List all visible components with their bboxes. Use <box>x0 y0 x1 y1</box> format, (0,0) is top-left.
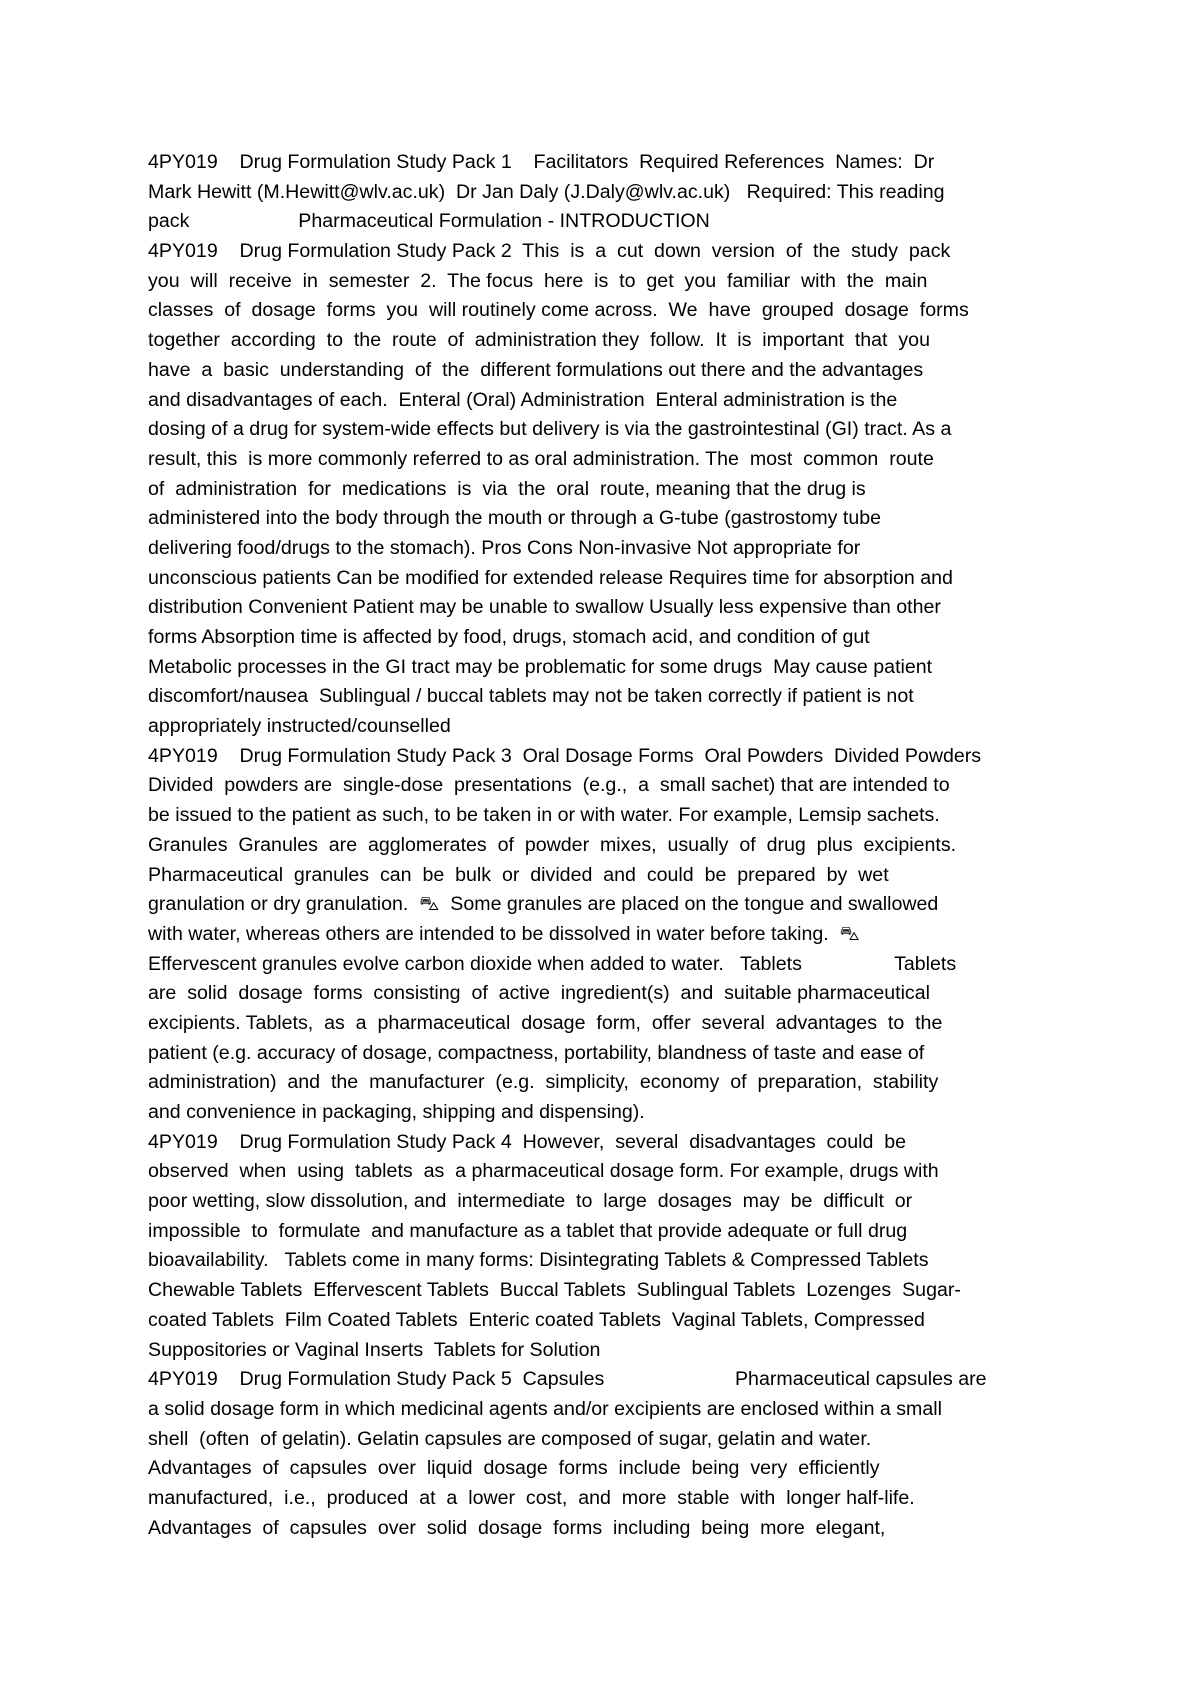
text-line: patient (e.g. accuracy of dosage, compactness, portability, blandness of taste and ease of <box>148 1041 925 1064</box>
text-line: and disadvantages of each. Enteral (Oral) Administration Enteral administration is the <box>148 388 898 411</box>
text-line: Divided powders are single-dose presentations (e.g., a small sachet) that are intended to <box>148 774 950 797</box>
text-line: administered into the body through the mouth or through a G-tube (gastrostomy tube <box>148 507 882 530</box>
text-line: observed when using tablets as a pharmaceutical dosage form. For example, drugs with <box>148 1160 939 1183</box>
text-line: a solid dosage form in which medicinal agents and/or excipients are enclosed within a small <box>148 1397 942 1420</box>
text-line: are solid dosage forms consisting of active ingredient(s) and suitable pharmaceutical <box>148 982 930 1005</box>
text-line: Suppositories or Vaginal Inserts Tablets for Solution <box>148 1338 601 1361</box>
text-line: coated Tablets Film Coated Tablets Enteric coated Tablets Vaginal Tablets, Compressed <box>148 1308 925 1331</box>
text-line: granulation or dry granulation. ⛍ Some granules are placed on the tongue and swallowed <box>148 893 939 916</box>
text-line: unconscious patients Can be modified for extended release Requires time for absorption and <box>148 566 953 589</box>
text-line: poor wetting, slow dissolution, and intermediate to large dosages may be difficult or <box>148 1190 913 1213</box>
text-line: Advantages of capsules over solid dosage forms including being more elegant, <box>148 1516 886 1539</box>
text-line: be issued to the patient as such, to be taken in or with water. For example, Lemsip sachets. <box>148 804 940 827</box>
text-line: and convenience in packaging, shipping and dispensing). <box>148 1101 645 1123</box>
text-line: you will receive in semester 2. The focus here is to get you familiar with the main <box>148 269 928 292</box>
text-line: dosing of a drug for system-wide effects but delivery is via the gastrointestinal (GI) tract. As a <box>148 418 952 441</box>
text-line: result, this is more commonly referred to as oral administration. The most common route <box>148 447 934 470</box>
document-text <box>148 148 1068 1543</box>
text-line: appropriately instructed/counselled <box>148 715 451 738</box>
text-line: pack Pharmaceutical Formulation - INTRODUCTION <box>148 210 710 233</box>
text-line: Granules Granules are agglomerates of powder mixes, usually of drug plus excipients. <box>148 833 957 856</box>
text-line: administration) and the manufacturer (e.g. simplicity, economy of preparation, stability <box>148 1071 939 1094</box>
text-line: 4PY019 Drug Formulation Study Pack 4 However, several disadvantages could be <box>148 1130 907 1153</box>
text-line: shell (often of gelatin). Gelatin capsules are composed of sugar, gelatin and water. <box>148 1427 872 1450</box>
text-line: distribution Convenient Patient may be unable to swallow Usually less expensive than other <box>148 596 941 619</box>
text-line: Chewable Tablets Effervescent Tablets Buccal Tablets Sublingual Tablets Lozenges Sugar- <box>148 1279 961 1302</box>
text-line: Pharmaceutical granules can be bulk or divided and could be prepared by wet <box>148 863 889 886</box>
text-line: delivering food/drugs to the stomach). Pros Cons Non-invasive Not appropriate for <box>148 536 861 559</box>
text-line: Advantages of capsules over liquid dosage forms include being very efficiently <box>148 1457 880 1480</box>
text-line: together according to the route of administration they follow. It is important that you <box>148 329 930 352</box>
text-line: Mark Hewitt (M.Hewitt@wlv.ac.uk) Dr Jan Daly (J.Daly@wlv.ac.uk) Required: This reading <box>148 180 945 203</box>
text-line: Effervescent granules evolve carbon dioxide when added to water. Tablets Tablets <box>148 952 957 975</box>
text-line: forms Absorption time is affected by food, drugs, stomach acid, and condition of gut <box>148 626 870 648</box>
text-line: Metabolic processes in the GI tract may be problematic for some drugs May cause patient <box>148 655 933 678</box>
text-line: have a basic understanding of the different formulations out there and the advantages <box>148 358 924 381</box>
text-line: impossible to formulate and manufacture as a tablet that provide adequate or full drug <box>148 1219 908 1242</box>
text-line: 4PY019 Drug Formulation Study Pack 2 This is a cut down version of the study pack <box>148 240 951 263</box>
text-line: bioavailability. Tablets come in many forms: Disintegrating Tablets & Compressed Tablets <box>148 1249 929 1272</box>
text-line: discomfort/nausea Sublingual / buccal tablets may not be taken correctly if patient is not <box>148 685 914 708</box>
text-line: 4PY019 Drug Formulation Study Pack 5 Capsules Pharmaceutical capsules are <box>148 1368 987 1391</box>
text-line: classes of dosage forms you will routinely come across. We have grouped dosage forms <box>148 299 969 322</box>
text-line: excipients. Tablets, as a pharmaceutical dosage form, offer several advantages to the <box>148 1011 943 1034</box>
text-line: of administration for medications is via the oral route, meaning that the drug is <box>148 477 866 500</box>
text-line: 4PY019 Drug Formulation Study Pack 1 Facilitators Required References Names: Dr <box>148 151 935 173</box>
text-line: 4PY019 Drug Formulation Study Pack 3 Oral Dosage Forms Oral Powders Divided Powders <box>148 744 982 767</box>
text-line: with water, whereas others are intended to be dissolved in water before taking. ⛍ <box>148 922 860 945</box>
text-line: manufactured, i.e., produced at a lower cost, and more stable with longer half-life. <box>148 1486 915 1509</box>
